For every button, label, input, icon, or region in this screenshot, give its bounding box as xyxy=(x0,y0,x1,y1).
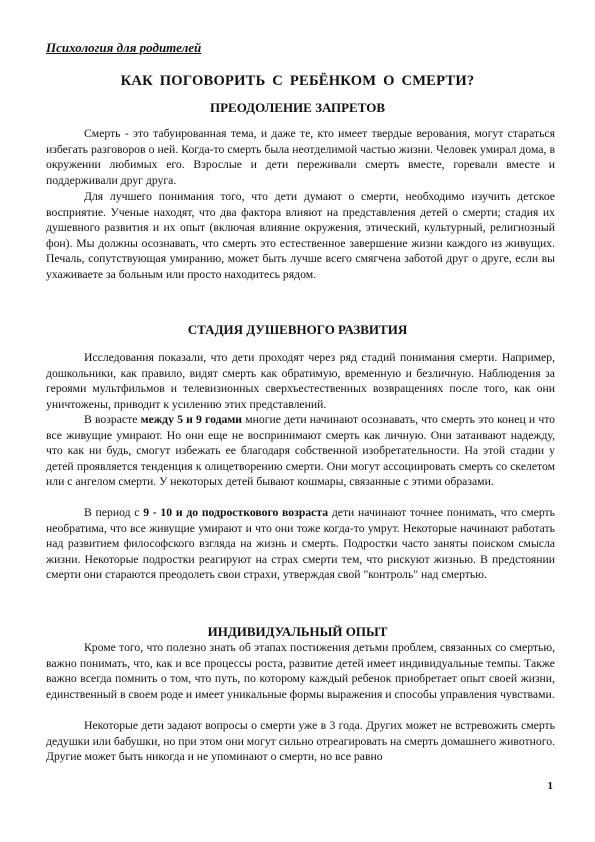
paragraph: Некоторые дети задают вопросы о смерти уже в 3 года. Других может не встревожить смерть дедушки или бабушки, но при этом они могут сильно отреагировать на смерть домашнего животного. Другие может быть никогда и не упоминают о смерти, но все равно xyxy=(46,719,555,763)
paragraph-text: В период с xyxy=(84,506,144,519)
section-heading-overcoming-taboos: ПРЕОДОЛЕНИЕ ЗАПРЕТОВ xyxy=(209,100,386,115)
paragraph xyxy=(46,505,555,583)
section-heading-development-stage: СТАДИЯ ДУШЕВНОГО РАЗВИТИЯ xyxy=(187,322,408,337)
paragraph: Исследования показали, что дети проходят через ряд стадий понимания смерти. Например, дошкольники, как правило, видят смерть как обратимую, временную и безличную. Наблюдения за героями мультфильмов и телевизионных сверхъестественных возвращениях после того, как они уничтожены, приводит к усилению этих представлений. xyxy=(46,351,555,411)
series-header: Психология для родителей xyxy=(46,40,202,55)
page-number: 1 xyxy=(547,780,553,792)
paragraph-text: дети начинают точнее понимать, что смерть необратима, что все живущие умирают и что они тоже когда-то умрут. Некоторые начинают работать над развитием философского взгляда на жизнь и смерть. Подростки часто заняты поиском смысла жизни. Некоторые подростки реагируют на страх смерти тем, что рискуют жизнью. В предстоянии смерти они стараются преодолеть свои страхи, утверждая свой "контроль" над смертью. xyxy=(46,506,555,581)
section-heading-individual-experience: ИНДИВИДУАЛЬНЫЙ ОПЫТ xyxy=(207,624,388,639)
age-range-emphasis: между 5 и 9 годами xyxy=(140,413,243,426)
paragraph xyxy=(46,412,555,490)
paragraph: Для лучшего понимания того, что дети думают о смерти, необходимо изучить детское восприятие. Ученые находят, что два фактора влияют на представления детей о смерти; стадия их душевного развития и их опыт (включая влияние окружения, этический, культурный, религиозный фон). Мы должны осознавать, что смерть это естественное завершение жизни каждого из живущих. Печаль, сопутствующая умиранию, может быть лучше всего смягчена заботой друг о друге, если вы ухаживаете за больным или просто находитесь рядом. xyxy=(46,190,555,281)
age-range-emphasis: 9 - 10 и до подросткового возраста xyxy=(143,506,329,519)
paragraph-text: В возрасте xyxy=(84,413,141,426)
page-title: КАК ПОГОВОРИТЬ С РЕБЁНКОМ О СМЕРТИ? xyxy=(120,73,475,89)
paragraph: Смерть - это табуированная тема, и даже те, кто имеет твердые верования, могут стараться избегать разговоров о ней. Когда-то смерть была неотделимой частью жизни. Человек умирал дома, в окружении любимых его. Взрослые и дети переживали смерть вместе, горевали вместе и поддерживали друг друга. xyxy=(46,127,555,187)
paragraph-text: многие дети начинают осознавать, что смерть это конец и что все живущие умирают. Но они еще не воспринимают смерть как личную. Они затаивают надежду, что как ни будь, смогут избежать ее благодаря собственной изобретательности. На этой стадии у детей проявляется тенденция к олицетворению смерти. Они могут ассоциировать смерть со скелетом или с ангелом смерти. У некоторых детей бывают кошмары, связанные с этими образами. xyxy=(46,413,555,488)
paragraph: Кроме того, что полезно знать об этапах постижения детьми проблем, связанных со смертью, важно понимать, что, как и все процессы роста, развитие детей имеет индивидуальные темпы. Также важно всегда помнить о том, что путь, по которому каждый ребенок приобретает опыт своей жизни, единственный в своем роде и имеет уникальные формы выражения и способы управления чувствами. xyxy=(46,641,555,701)
